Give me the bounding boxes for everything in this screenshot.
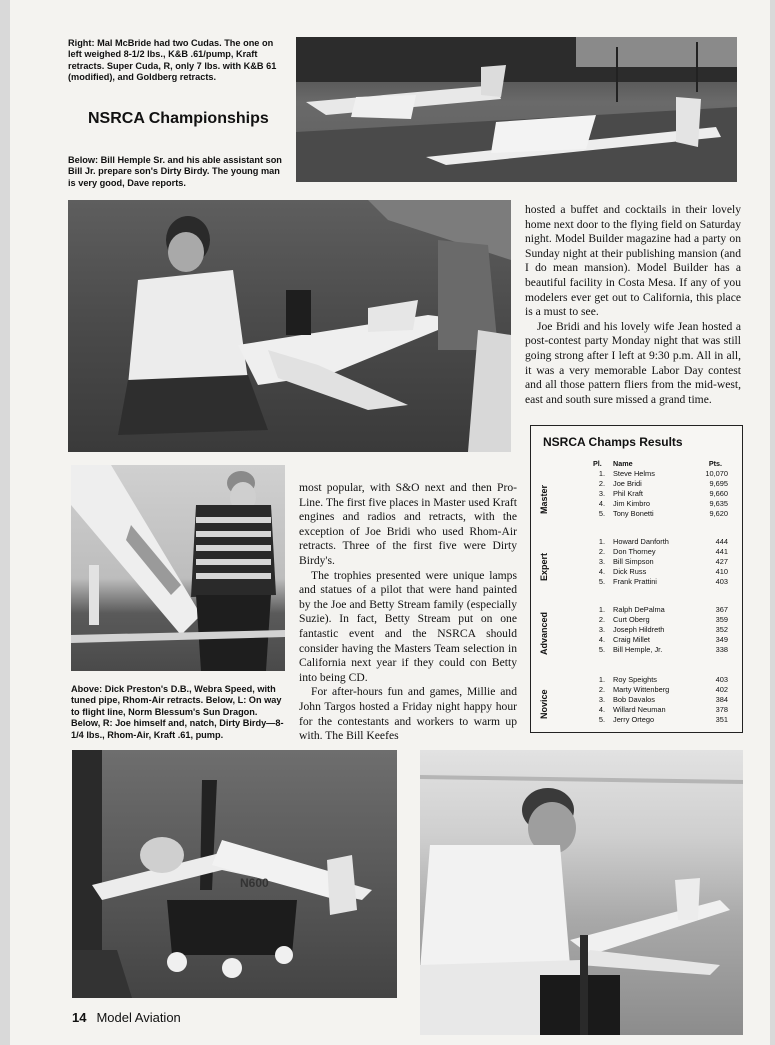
header-name: Name bbox=[613, 459, 633, 468]
plane-number-label: N600 bbox=[240, 876, 269, 890]
table-row: 3. Bill Simpson 427 bbox=[598, 557, 728, 566]
photo-sun-dragon bbox=[72, 750, 397, 998]
photo-hemple-dirty-birdy bbox=[68, 200, 511, 452]
results-table bbox=[530, 425, 743, 733]
caption-below-photo: Below: Bill Hemple Sr. and his able assistant son Bill Jr. prepare son's Dirty Birdy. The young man is very good, Dave reports. bbox=[68, 155, 282, 188]
table-row: 4. Willard Neuman 378 bbox=[598, 705, 728, 714]
results-group-expert bbox=[531, 537, 742, 592]
table-row: 2. Marty Wittenberg 402 bbox=[598, 685, 728, 694]
table-row: 1. Ralph DePalma 367 bbox=[598, 605, 728, 614]
group-label: Expert bbox=[539, 552, 549, 581]
table-row: 1. Roy Speights 403 bbox=[598, 675, 728, 684]
table-row: 1. Steve Helms 10,070 bbox=[598, 469, 728, 478]
middle-column-paragraph: For after-hours fun and games, Millie and John Targos hosted a Friday night happy hour for the contestants and workers to warm up with. The Bill Keefes bbox=[299, 685, 517, 743]
caption-top-right-photo: Right: Mal McBride had two Cudas. The one on left weighed 8-1/2 lbs., K&B .61/pump, Kraft retracts. Super Cuda, R, only 7 lbs. with K&B 61 (modified), and Goldberg retracts. bbox=[68, 38, 277, 83]
right-column-paragraph: Joe Bridi and his lovely wife Jean hosted a post-contest party Monday night that was still going strong after I left at 9:30 p.m. All in all, it was a very memorable Labor Day contest and all those pattern fliers from the mid-west, east and south sure missed a grand time. bbox=[525, 319, 741, 406]
caption-above-photo: Above: Dick Preston's D.B., Webra Speed, with tuned pipe, Rhom-Air retracts. Below, L: On way to flight line, Norm Blessum's Sun Dragon. Below, R: Joe himself and, natch, Dirty Birdy—8-1/4 lbs., Rhom-Air, Kraft .61, pump. bbox=[71, 684, 284, 740]
table-row: 2. Curt Oberg 359 bbox=[598, 615, 728, 624]
table-row: 5. Jerry Ortego 351 bbox=[598, 715, 728, 724]
photo-two-cudas bbox=[296, 37, 737, 182]
group-label: Master bbox=[539, 484, 549, 514]
middle-column-paragraph: most popular, with S&O next and then Pro-Line. The first five places in Master used Kraft engines and radios and retracts, with the exception of Joe Bridi who used Rhom-Air retracts. Three of the first five were Dirty Birdy's. bbox=[299, 481, 517, 567]
results-group-advanced bbox=[531, 605, 742, 660]
results-title: NSRCA Champs Results bbox=[543, 435, 683, 449]
header-place: Pl. bbox=[593, 459, 602, 468]
page-number: 14 bbox=[72, 1010, 87, 1025]
right-column-text bbox=[525, 203, 741, 407]
table-row: 5. Frank Prattini 403 bbox=[598, 577, 728, 586]
table-row: 5. Bill Hemple, Jr. 338 bbox=[598, 645, 728, 654]
article-heading: NSRCA Championships bbox=[88, 110, 269, 127]
table-row: 4. Craig Millet 349 bbox=[598, 635, 728, 644]
table-row: 3. Bob Davalos 384 bbox=[598, 695, 728, 704]
results-group-novice bbox=[531, 675, 742, 730]
photo-dick-preston bbox=[71, 465, 285, 671]
group-label: Novice bbox=[539, 689, 549, 719]
right-column-paragraph: hosted a buffet and cocktails in their lovely home next door to the flying field on Saturday night. Model Builder magazine had a party on Sunday night at their publishing mansion (and I do mean mansion). Model Builder has a beautiful facility in Costa Mesa. If any of you modelers ever get out to California, this place is a must to see. bbox=[525, 203, 741, 319]
table-row: 1. Howard Danforth 444 bbox=[598, 537, 728, 546]
table-row: 2. Joe Bridi 9,695 bbox=[598, 479, 728, 488]
table-row: 3. Phil Kraft 9,660 bbox=[598, 489, 728, 498]
table-row: 5. Tony Bonetti 9,620 bbox=[598, 509, 728, 518]
magazine-page bbox=[10, 0, 770, 1045]
publication-name: Model Aviation bbox=[96, 1010, 181, 1025]
table-row: 4. Dick Russ 410 bbox=[598, 567, 728, 576]
header-points: Pts. bbox=[708, 459, 722, 468]
middle-column-text bbox=[299, 481, 517, 744]
results-header-row bbox=[531, 459, 742, 469]
photo-joe-bridi bbox=[420, 750, 743, 1035]
page-footer bbox=[72, 1010, 181, 1025]
table-row: 4. Jim Kimbro 9,635 bbox=[598, 499, 728, 508]
table-row: 2. Don Thorney 441 bbox=[598, 547, 728, 556]
middle-column-paragraph: The trophies presented were unique lamps and statues of a pilot that were hand painted by the Joe and Betty Stream family (especially Suzie). In fact, Betty Stream put on one fantastic event and the NSRCA should consider having the Masters Team selection in California next year if they could con Betty into being CD. bbox=[299, 568, 517, 684]
results-group-master bbox=[531, 469, 742, 524]
group-label: Advanced bbox=[539, 611, 549, 655]
table-row: 3. Joseph Hildreth 352 bbox=[598, 625, 728, 634]
